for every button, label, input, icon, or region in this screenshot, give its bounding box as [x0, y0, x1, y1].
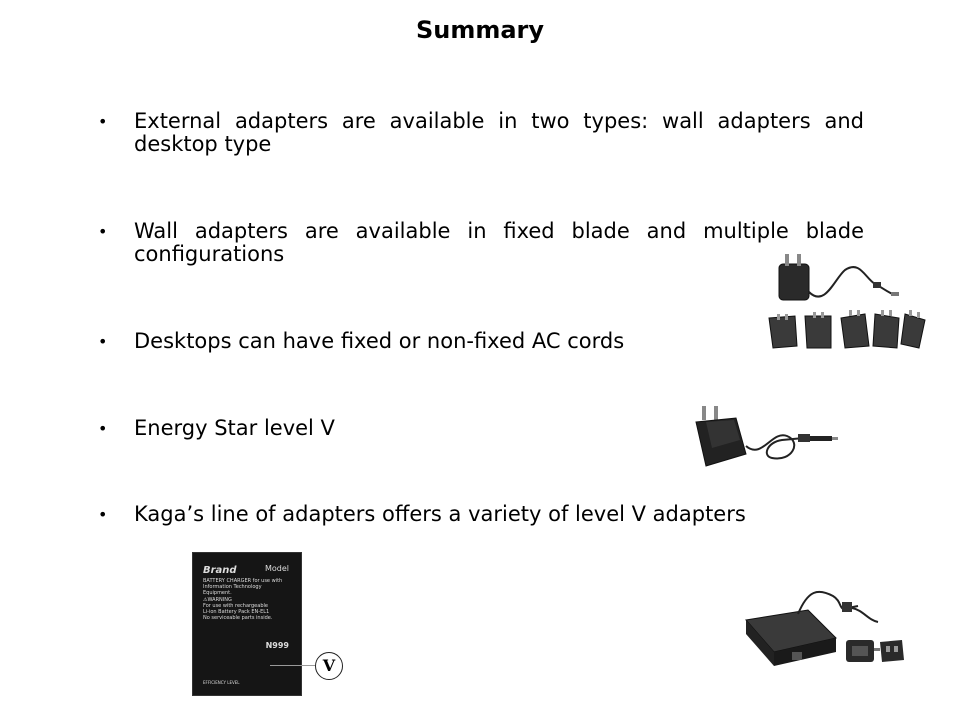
bullet-text: Wall adapters are available in fixed blade and multiple blade configurations — [134, 219, 864, 266]
label-line: Li-ion Battery Pack EN-EL1 — [203, 609, 270, 615]
adapter-label-image — [192, 552, 302, 696]
label-line: No serviceable parts inside. — [203, 615, 273, 621]
bullet-marker: • — [98, 332, 108, 351]
wall-adapter-image — [692, 400, 840, 478]
bullet-text: External adapters are available in two types: wall adapters and desktop type — [134, 109, 864, 156]
multi-blade-adapter-image — [765, 248, 930, 356]
label-line: Information Technology Equipment. — [203, 584, 262, 596]
bullet-text: Energy Star level V — [134, 416, 335, 440]
label-line: ⚠WARNING — [203, 597, 232, 603]
desktop-adapter-image — [738, 580, 928, 675]
label-line: BATTERY CHARGER for use with — [203, 578, 283, 584]
label-brand: Brand — [203, 565, 237, 576]
label-card — [203, 565, 291, 691]
label-model: Model — [264, 564, 289, 573]
efficiency-level-badge: V — [315, 652, 343, 680]
bullet-text: Desktops can have fixed or non-fixed AC cords — [134, 329, 625, 353]
bullet-marker: • — [98, 222, 108, 241]
bullet-marker: • — [98, 112, 108, 131]
bullet-marker: • — [98, 419, 108, 438]
certification-mark: N999 — [265, 641, 289, 650]
page-title: Summary — [415, 16, 545, 44]
bullet-marker: • — [98, 505, 108, 524]
efficiency-pointer-line — [270, 665, 315, 666]
bullet-text: Kaga’s line of adapters offers a variety of level V adapters — [134, 502, 746, 526]
label-line: For use with rechargeable — [203, 603, 268, 609]
efficiency-level-text: EFFICIENCY LEVEL — [203, 680, 240, 685]
